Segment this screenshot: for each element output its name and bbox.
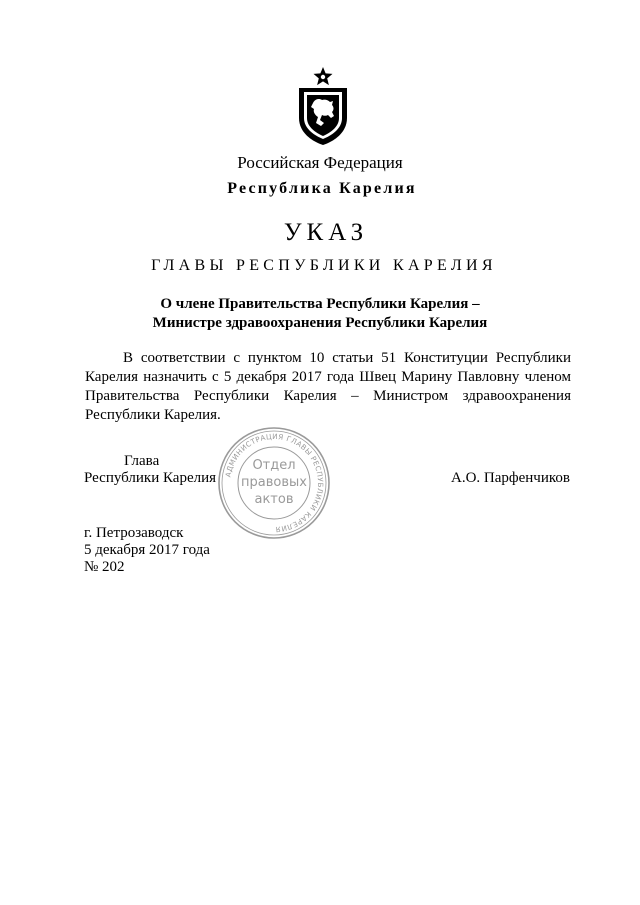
republic-name: Республика Карелия: [227, 180, 417, 197]
stamp-center-line-1: Отдел: [252, 458, 296, 473]
issue-place: г. Петрозаводск: [84, 525, 184, 541]
official-stamp: [216, 425, 332, 541]
document-body: В соответствии с пунктом 10 статьи 51 Конституции Республики Карелия назначить с 5 декабря 2017 года Швец Марину Павловну членом Правительства Республики Карелия – Министром здравоохранения Республики Карелия.: [85, 350, 571, 423]
document-footer: [84, 525, 210, 576]
document-type: УКАЗ: [283, 219, 369, 246]
signatory-title: Глава: [124, 453, 160, 469]
document-issuer: ГЛАВЫ РЕСПУБЛИКИ КАРЕЛИЯ: [151, 257, 497, 274]
document-subject: [0, 295, 640, 333]
signatory-name: А.О. Парфенчиков: [451, 470, 570, 486]
document-number: № 202: [84, 559, 125, 575]
stamp-ring-text: АДМИНИСТРАЦИЯ ГЛАВЫ РЕСПУБЛИКИ КАРЕЛИЯ: [223, 431, 326, 535]
signatory-organization: Республики Карелия: [84, 470, 217, 486]
subject-line-1: О члене Правительства Республики Карелия –: [160, 296, 480, 312]
stamp-center-line-3: актов: [254, 492, 294, 507]
subject-line-2: Министре здравоохранения Республики Карелия: [152, 315, 488, 331]
country-name: Российская Федерация: [237, 153, 403, 172]
issue-date: 5 декабря 2017 года: [84, 542, 210, 558]
stamp-center-line-2: правовых: [241, 475, 307, 490]
coat-of-arms-icon: [297, 66, 349, 146]
